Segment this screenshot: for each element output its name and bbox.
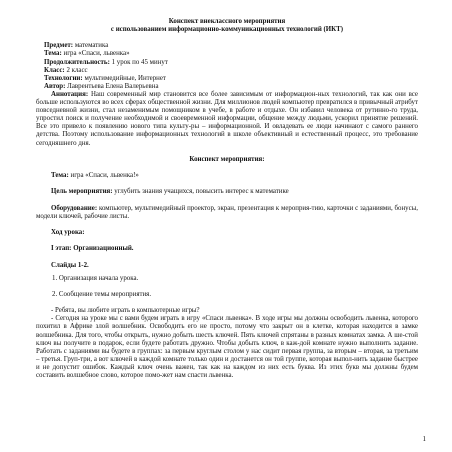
document-content: [36, 18, 418, 380]
meta-tech: Технологии: мультимедийные, Интернет: [44, 74, 166, 82]
step-item: 1. Организация начала урока.: [52, 274, 139, 282]
equipment-paragraph: Оборудование: компьютер, мультимедийный проектор, экран, презентация к мероприя-тию, карточки с заданиями, бонусы, модели ключей, рабочие листы.: [36, 204, 418, 220]
goal-line: Цель мероприятия: углубить знания учащихся, повысить интерес к математике: [51, 188, 289, 196]
meta-author: Автор: Лаврентьева Елена Валерьевна: [44, 82, 159, 90]
annotation-paragraph: Аннотация: Наш современный мир становится все более зависимым от информацион-ных технологий, так как они все больше используются во всех сферах общественной жизни. Для миллионов людей компьютер превратился в привычный атрибут повседневной жизни, стал незаменимым помощником в учебе, в работе и отдыхе. Он избавил человека от рутинно-го труда, упростил поиск и получение необходимой и своевременной информации, общение между людьми, ускорил принятие решений. Все это привело к появлению нового типа культу-ры – информационной. И овладевать ее люди начинают с самого раннего детства. Поэтому использование информационных технологий в школе объективный и естественный процесс, это требование сегодняшнего дня.: [36, 90, 418, 147]
meta-grade: Класс: 2 класс: [44, 66, 88, 74]
meta-duration: Продолжительность: 1 урок по 45 минут: [44, 58, 168, 66]
conspect-heading: Конспект мероприятия:: [189, 155, 265, 163]
stage-heading: I этап: Организационный.: [51, 245, 134, 253]
topic-line: Тема: игра «Спаси, львенка!»: [51, 172, 139, 180]
meta-subject: Предмет: математика: [44, 42, 109, 50]
dialog-question: - Ребята, вы любите играть в компьютерные игры?: [51, 307, 200, 315]
dialog-paragraph: - Сегодня на уроке мы с вами будем играть в игру «Спаси львенка». В ходе игры мы должны освободить львенка, которого похитил в Африке злой волшебник. Освободить его не просто, потому что закрыт он в клетке, которая находится в замке волшебника. Для того, чтобы открыть, нужно добыть шесть ключей. Пять ключей спрятаны в разных комнатах замка. А ше-стой ключ вы получите в подарок, если будете работать дружно. Чтобы добыть ключ, в каж-дой комнате нужно выполнить задание. Работать с заданиями вы будете в группах: за первым круглым столом у нас сидит первая группа, за вторым – вторая, за третьим – третья. Груп-три, а вот ключей в каждой комнате только один и достанется он той группе, которая выпол-нить задание быстрее и не допустит ошибок. Каждый ключ очень важен, так как на каждом из них есть буква. Из этих букв мы должны будем составить волшебное слово, которое помо-жет нам спасти львенка.: [36, 315, 418, 379]
meta-topic: Тема: игра «Спаси, львенка»: [44, 50, 130, 58]
slides-heading: Слайды 1-2.: [51, 261, 89, 269]
doc-title-line-2: с использованием информационно-коммуникационных технологий (ИКТ): [110, 26, 344, 34]
doc-title-line-1: Конспект внеклассного мероприятия: [168, 18, 286, 25]
step-item: 2. Сообщение темы мероприятия.: [52, 290, 152, 298]
page-number: 1: [422, 435, 426, 443]
course-heading: Ход урока:: [51, 229, 85, 236]
